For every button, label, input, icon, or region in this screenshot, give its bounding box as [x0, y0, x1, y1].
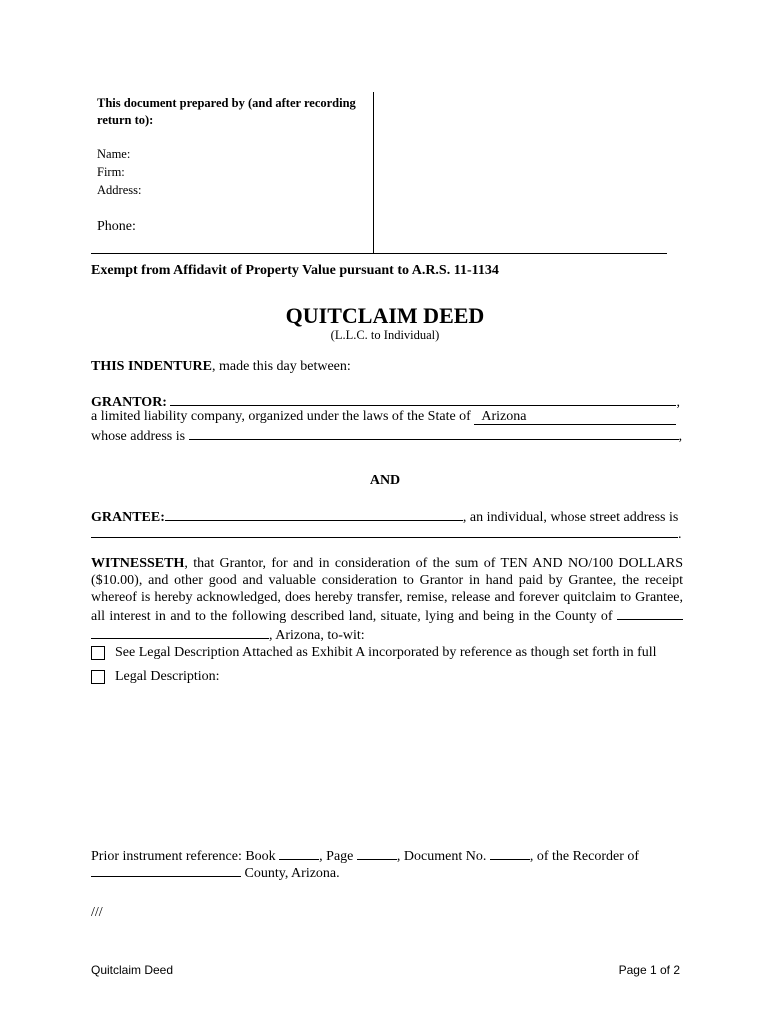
- grantor-state-text: Arizona: [481, 409, 527, 424]
- grantor-line: GRANTOR: ,: [91, 392, 680, 411]
- document-subtitle: (L.L.C. to Individual): [330, 328, 440, 342]
- indenture-line: [91, 359, 351, 375]
- legal-description-checkbox[interactable]: [91, 670, 105, 684]
- footer-document-name: Quitclaim Deed: [91, 963, 174, 977]
- continuation-slashes: ///: [91, 905, 103, 920]
- indenture-bold: THIS INDENTURE: [91, 359, 212, 374]
- grantor-state-value[interactable]: [474, 409, 676, 425]
- exhibit-a-label: See Legal Description Attached as Exhibit A incorporated by reference as though set forth in full: [115, 645, 657, 660]
- prepared-by-title: This document prepared by (and after recording return to):: [97, 96, 356, 127]
- arizona-towit: , Arizona, to-wit:: [269, 628, 365, 643]
- county-blank-1[interactable]: [617, 606, 683, 620]
- witnesseth-bold: WITNESSETH: [91, 556, 185, 571]
- grantor-label: GRANTOR:: [91, 395, 167, 410]
- name-label: Name:: [97, 147, 131, 161]
- exempt-statement: Exempt from Affidavit of Property Value pursuant to A.R.S. 11-1134: [91, 263, 499, 278]
- grantee-name-blank[interactable]: [165, 507, 463, 521]
- grantor-address-label: whose address is: [91, 429, 186, 444]
- grantor-org-line: [91, 409, 676, 425]
- grantor-address-line: whose address is ,: [91, 426, 682, 445]
- page-blank[interactable]: [357, 846, 397, 860]
- and-separator: AND: [369, 473, 401, 488]
- phone-label: Phone:: [97, 219, 136, 234]
- exhibit-a-checkbox[interactable]: [91, 646, 105, 660]
- doc-label: , Document No.: [396, 849, 487, 864]
- address-label: Address:: [97, 183, 142, 197]
- indenture-rest: , made this day between:: [211, 359, 351, 374]
- prep-box-bottom-line: [91, 253, 667, 254]
- prior-instrument-county-line: [91, 863, 340, 882]
- county-blank-2[interactable]: [91, 625, 269, 639]
- checkbox-row-legal-description: [91, 669, 220, 685]
- witnesseth-paragraph: [91, 555, 683, 644]
- grantor-address-blank[interactable]: [189, 426, 679, 440]
- footer-page-number: Page 1 of 2: [618, 963, 680, 977]
- legal-description-label: Legal Description:: [115, 669, 220, 684]
- grantor-org-text: a limited liability company, organized under the laws of the State of: [91, 409, 471, 424]
- firm-label: Firm:: [97, 165, 125, 179]
- witnesseth-text: , that Grantor, for and in consideration of the sum of TEN AND NO/100 DOLLARS ($10.00), and other good and valuable consideration to Grantor in hand paid by Grantee, the receipt whereof is hereby acknowledged, does hereby transfer, remise, release and forever quitclaim to Grantee, all interest in and to the following described land, situate, lying and being in the County of: [91, 556, 683, 624]
- checkbox-row-exhibit-a: [91, 645, 657, 661]
- county-arizona-label: County, Arizona.: [244, 866, 340, 881]
- recorder-county-blank[interactable]: [91, 863, 241, 877]
- prior-instrument-prefix: Prior instrument reference: Book: [91, 849, 276, 864]
- grantee-individual-text: , an individual, whose street address is: [462, 510, 679, 525]
- prep-box-divider: [373, 92, 374, 254]
- book-blank[interactable]: [279, 846, 319, 860]
- page-label: , Page: [319, 849, 354, 864]
- grantee-address-line: .: [91, 524, 682, 543]
- document-no-blank[interactable]: [490, 846, 530, 860]
- document-title: QUITCLAIM DEED: [285, 303, 485, 328]
- grantor-name-blank[interactable]: [170, 392, 676, 406]
- grantee-label: GRANTEE:: [91, 510, 165, 525]
- grantee-address-blank[interactable]: [91, 524, 678, 538]
- recorder-label: , of the Recorder of: [529, 849, 640, 864]
